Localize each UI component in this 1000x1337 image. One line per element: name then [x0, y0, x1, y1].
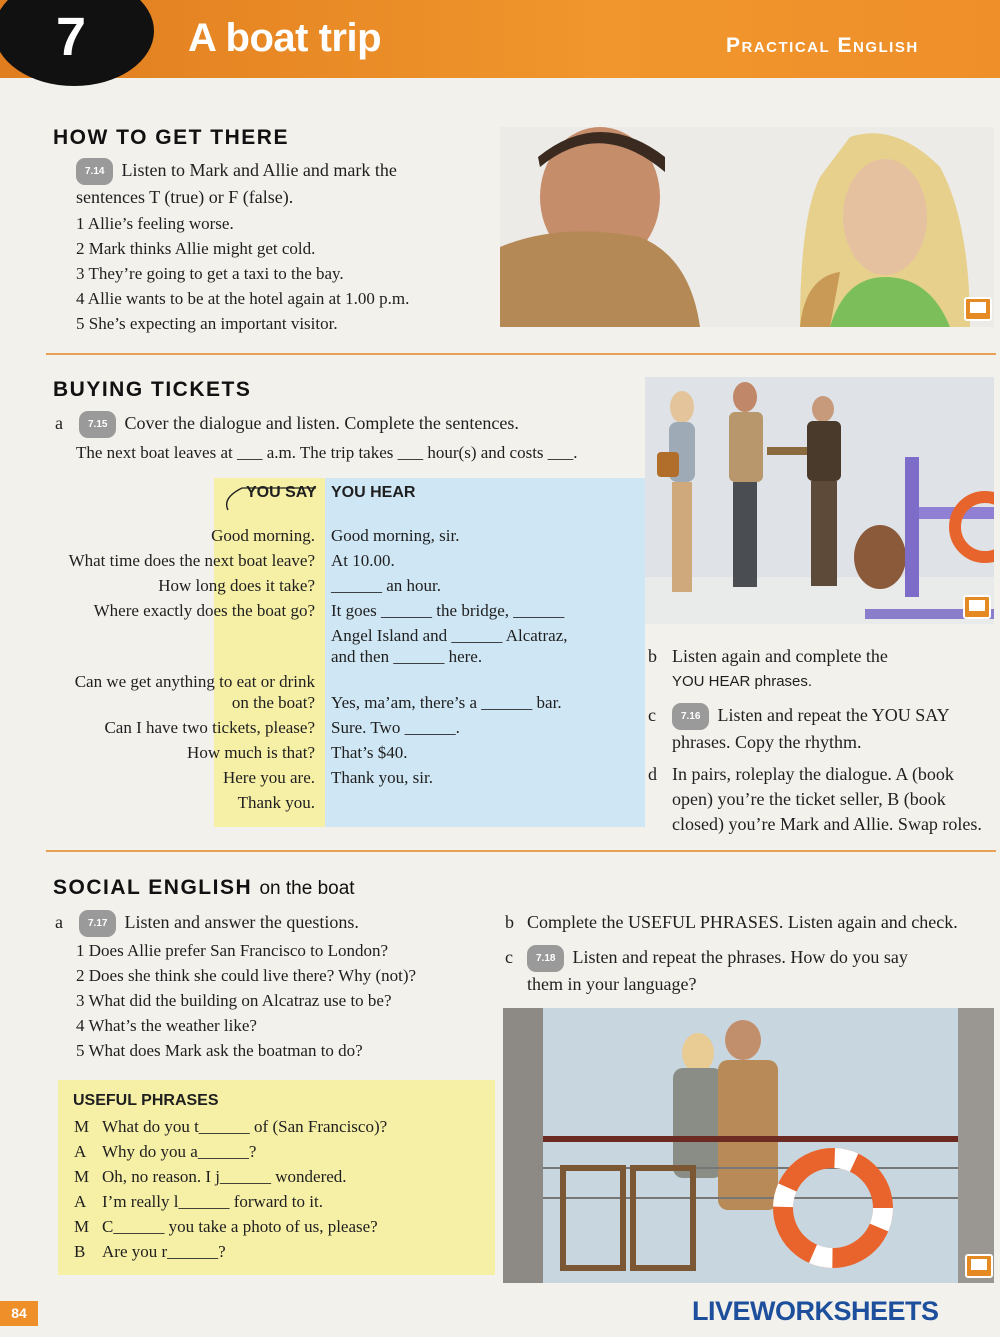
phrase-row: B Are you r______?: [74, 1242, 226, 1261]
dialogue-line: Where exactly does the boat go?: [93, 601, 315, 620]
dialogue-line: Can I have two tickets, please?: [104, 718, 315, 737]
how-to-get-there-instruction: 7.14 Listen to Mark and Allie and mark the sentences T (true) or F (false).: [76, 160, 397, 207]
list-item: 5 She’s expecting an important visitor.: [76, 314, 338, 333]
phrase-row: A I’m really l______ forward to it.: [74, 1192, 323, 1211]
dialogue-line: Can we get anything to eat or drink: [74, 672, 315, 691]
list-item: 4 Allie wants to be at the hotel again at 1.00 p.m.: [76, 289, 410, 308]
gap-sentence: The next boat leaves at ___ a.m. The trip takes ___ hour(s) and costs ___.: [76, 443, 578, 462]
dialogue-line: on the boat?: [231, 693, 315, 712]
social-english-a: a 7.17 Listen and answer the questions.: [55, 910, 495, 937]
section-heading-how-to-get-there: HOW TO GET THERE: [53, 126, 289, 149]
dialogue-line: Angel Island and ______ Alcatraz,: [331, 626, 568, 645]
list-item: 5 What does Mark ask the boatman to do?: [76, 1041, 363, 1060]
dialogue-line: ______ an hour.: [331, 576, 442, 595]
buying-tickets-c: c 7.16 Listen and repeat the YOU SAY phrases. Copy the rhythm.: [648, 705, 950, 752]
dialogue-line: Thank you.: [237, 793, 315, 812]
brand-logo: LIVEWORKSHEETS: [692, 1296, 939, 1326]
buying-tickets-b: b Listen again and complete the YOU HEAR phrases.: [648, 646, 888, 690]
divider: [46, 850, 996, 852]
phrase-row: M What do you t______ of (San Francisco)?: [74, 1117, 388, 1136]
audio-track-badge[interactable]: 7.17: [79, 910, 116, 937]
photo-on-the-boat: [503, 1008, 994, 1283]
dialogue-line: [20, 623, 315, 644]
video-icon[interactable]: [965, 1254, 993, 1278]
series-label: Practical English: [726, 34, 919, 57]
photo-buying-tickets: [645, 377, 994, 624]
you-hear-column: [331, 523, 643, 815]
page-title: A boat trip: [188, 16, 381, 60]
dialogue-line: Sure. Two ______.: [331, 718, 460, 737]
section-heading-social-english: SOCIAL ENGLISH on the boat: [53, 876, 355, 899]
list-item: 1 Does Allie prefer San Francisco to London?: [76, 941, 389, 960]
dialogue-line: At 10.00.: [331, 551, 395, 570]
dialogue-line: Yes, ma’am, there’s a ______ bar.: [331, 693, 562, 712]
questions-list: [76, 938, 506, 1063]
you-hear-header: YOU HEAR: [331, 484, 416, 501]
useful-phrases-list: [74, 1114, 494, 1264]
dialogue-line: [20, 644, 315, 669]
dialogue-line: That’s $40.: [331, 743, 408, 762]
video-icon[interactable]: [964, 297, 992, 321]
you-say-header: YOU SAY: [246, 484, 317, 501]
dialogue-line: [331, 669, 643, 690]
dialogue-line: How much is that?: [187, 743, 315, 762]
social-english-c: c 7.18 Listen and repeat the phrases. How do you say them in your language?: [505, 947, 908, 994]
audio-track-badge[interactable]: 7.16: [672, 703, 709, 730]
social-english-b: b Complete the USEFUL PHRASES. Listen again and check.: [505, 912, 958, 932]
you-say-column: [20, 523, 315, 815]
list-item: 3 They’re going to get a taxi to the bay.: [76, 264, 344, 283]
phrase-row: A Why do you a______?: [74, 1142, 257, 1161]
useful-phrases-heading: USEFUL PHRASES: [73, 1092, 219, 1109]
section-heading-buying-tickets: BUYING TICKETS: [53, 378, 252, 401]
dialogue-line: Thank you, sir.: [331, 768, 433, 787]
list-item: 1 Allie’s feeling worse.: [76, 214, 234, 233]
page-number: 84: [0, 1301, 38, 1326]
audio-track-badge[interactable]: 7.15: [79, 411, 116, 438]
photo-mark-and-allie: [500, 127, 994, 327]
true-false-list: [76, 211, 496, 336]
buying-tickets-a: a 7.15 Cover the dialogue and listen. Complete the sentences.: [55, 411, 655, 438]
dialogue-line: Here you are.: [222, 768, 315, 787]
unit-number: 7: [56, 7, 87, 67]
list-item: 3 What did the building on Alcatraz use to be?: [76, 991, 392, 1010]
list-item: 2 Does she think she could live there? Why (not)?: [76, 966, 417, 985]
phrase-row: M Oh, no reason. I j______ wondered.: [74, 1167, 347, 1186]
dialogue-line: Good morning, sir.: [331, 526, 460, 545]
dialogue-line: How long does it take?: [158, 576, 315, 595]
list-item: 4 What’s the weather like?: [76, 1016, 257, 1035]
dialogue-line: It goes ______ the bridge, ______: [331, 601, 565, 620]
list-item: 2 Mark thinks Allie might get cold.: [76, 239, 316, 258]
divider: [46, 353, 996, 355]
dialogue-line: [331, 790, 643, 815]
audio-track-badge[interactable]: 7.18: [527, 945, 564, 972]
phrase-row: M C______ you take a photo of us, please?: [74, 1217, 378, 1236]
buying-tickets-d: d In pairs, roleplay the dialogue. A (book open) you’re the ticket seller, B (book closed) you’re Mark and Allie. Swap roles.: [648, 764, 982, 834]
dialogue-line: What time does the next boat leave?: [68, 551, 315, 570]
audio-track-badge[interactable]: 7.14: [76, 158, 113, 185]
video-icon[interactable]: [963, 595, 991, 619]
dialogue-line: Good morning.: [211, 526, 315, 545]
dialogue-line: and then ______ here.: [331, 647, 483, 666]
